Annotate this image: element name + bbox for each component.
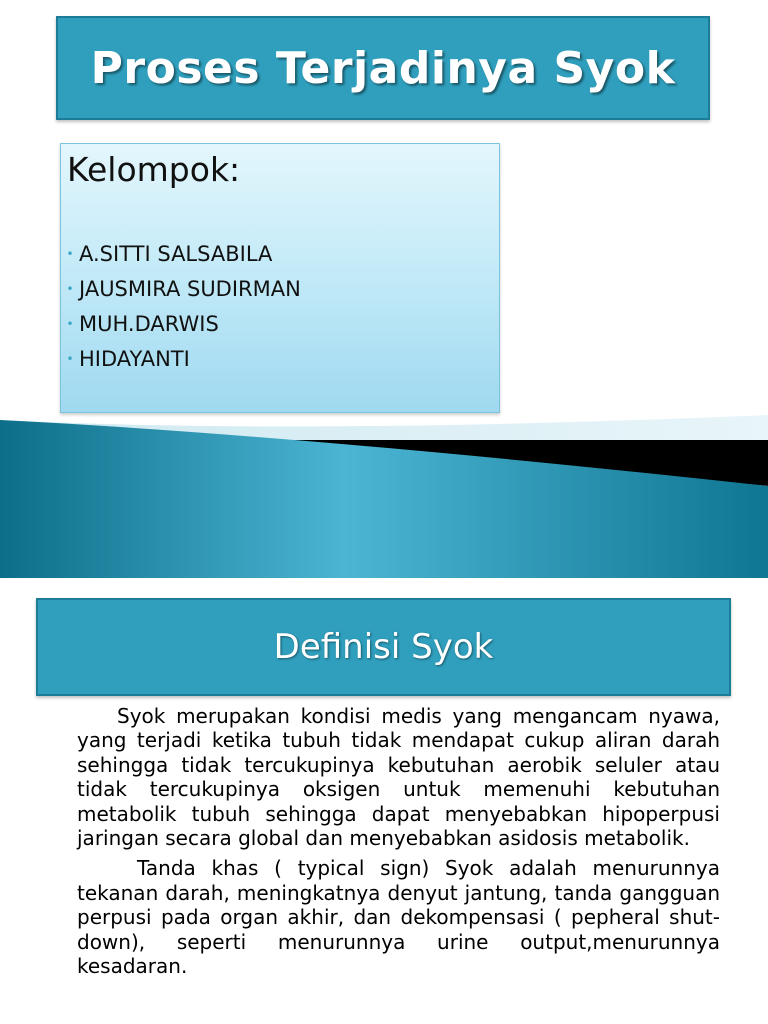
slide-title: Proses Terjadinya Syok [90,42,676,94]
paragraph: Syok merupakan kondisi medis yang mengancam nyawa, yang terjadi ketika tubuh tidak mendapat cukup aliran darah sehingga tidak tercukupinya kebutuhan aerobik seluler atau tidak tercukupinya oksigen untuk memenuhi kebutuhan metabolik tubuh sehingga dapat menyebabkan hipoperpusi jaringan secara global dan menyebabkan asidosis metabolik. [77,704,720,851]
slide-2 [0,578,768,1024]
member-name: HIDAYANTI [79,346,190,371]
bullet-icon: • [66,246,74,261]
title-bar [36,598,731,696]
list-item [61,306,301,341]
bullet-icon: • [66,281,74,296]
title-bar [56,16,710,120]
bullet-icon: • [66,351,74,366]
members-list [61,236,301,376]
members-box [60,143,500,413]
slide-title: Definisi Syok [273,627,494,667]
list-item [61,341,301,376]
paragraph: Tanda khas ( typical sign) Syok adalah menurunnya tekanan darah, meningkatnya denyut jantung, tanda gangguan perpusi pada organ akhir, dan dekompensasi ( pepheral shut-down), seperti menurunnya urine output,menurunnya kesadaran. [77,856,720,979]
list-item [61,271,301,306]
member-name: MUH.DARWIS [79,311,219,336]
body-text [77,704,720,984]
members-heading: Kelompok: [67,150,241,189]
bullet-icon: • [66,316,74,331]
list-item [61,236,301,271]
decorative-wave [0,400,768,578]
member-name: A.SITTI SALSABILA [79,241,273,266]
member-name: JAUSMIRA SUDIRMAN [79,276,301,301]
